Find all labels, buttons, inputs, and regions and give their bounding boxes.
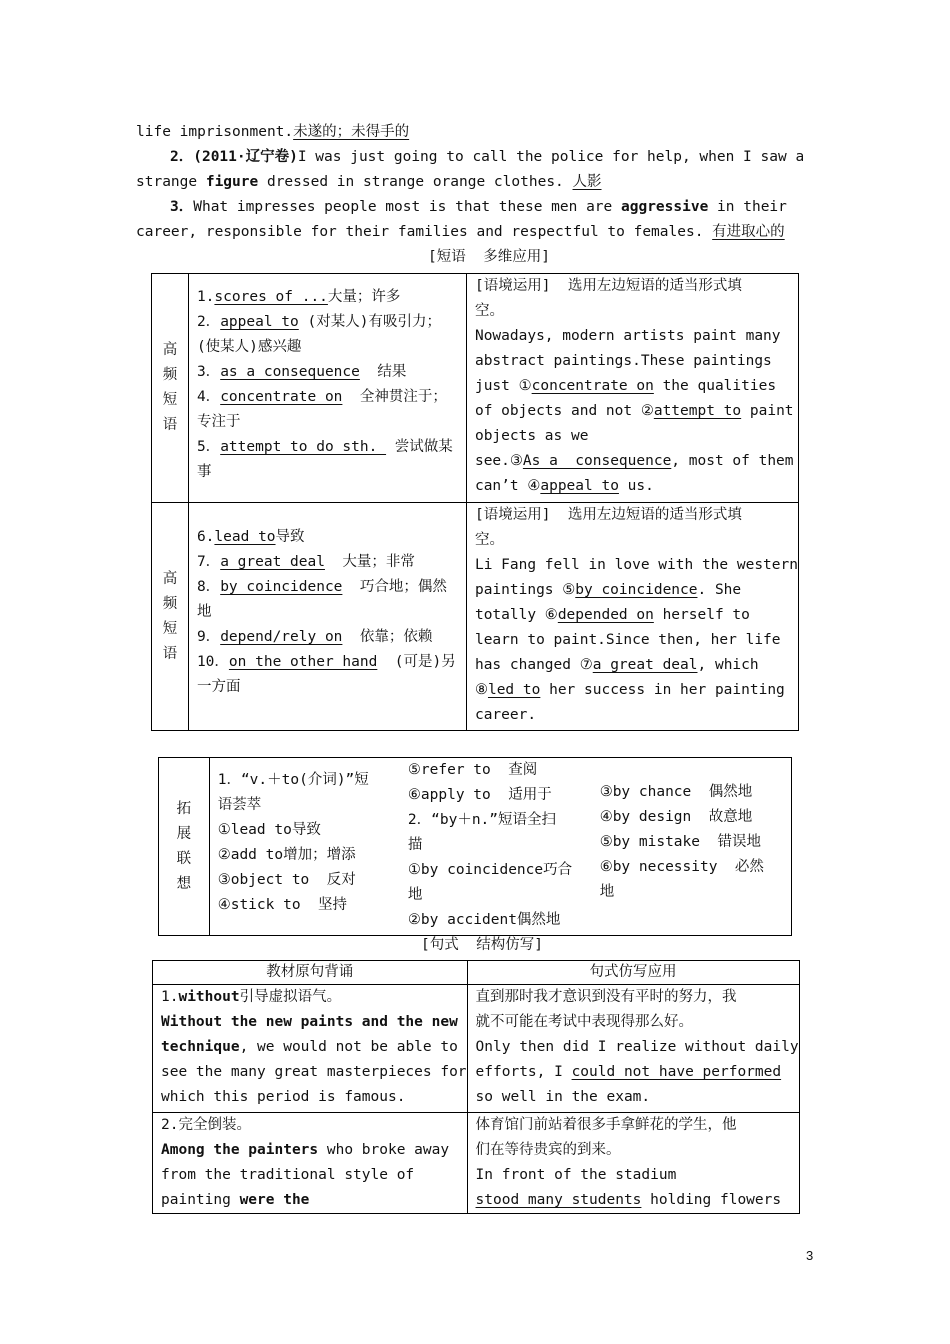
expand-line: ④by design 故意地	[599, 809, 753, 825]
sentence-line: 1.without引导虚拟语气。	[161, 989, 342, 1005]
phrase-item: 5．attempt to do sth. 尝试做某	[196, 439, 453, 455]
sentence-line: 体育馆门前站着很多手拿鲜花的学生，他	[475, 1117, 737, 1133]
sentence-line: Without the new paints and the new	[161, 1014, 458, 1030]
context-line: of objects and not ②attempt to paint	[474, 403, 794, 419]
sentence-line: 直到那时我才意识到没有平时的努力，我	[475, 989, 737, 1005]
expand-line: ④stick to 坚持	[217, 897, 348, 913]
expand-line: 地	[599, 884, 615, 900]
expand-line: ①lead to导致	[217, 822, 321, 838]
sentence-line: In front of the stadium	[475, 1167, 677, 1183]
phrase-row-1	[152, 274, 799, 503]
context-line: Li Fang fell in love with the western	[474, 557, 798, 573]
phrase-item-cont: 一方面	[196, 679, 241, 695]
context-line: Nowadays, modern artists paint many	[474, 328, 781, 344]
sentence-table	[152, 960, 800, 1214]
sentence-row-2-right	[467, 1113, 799, 1214]
phrase-list-1	[188, 274, 466, 503]
sentence-line: 2.完全倒装。	[161, 1117, 251, 1133]
context-line: just ①concentrate on the qualities	[474, 378, 777, 394]
sentence-header-row	[153, 961, 800, 985]
sentence-row-2-left	[153, 1113, 468, 1214]
expand-col-2	[408, 758, 598, 936]
phrase-item: 2．appeal to (对某人)有吸引力；	[196, 314, 441, 330]
expand-row	[159, 758, 792, 936]
expand-line: ⑤by mistake 错误地	[599, 834, 761, 850]
expand-line: ⑤refer to 查阅	[407, 762, 538, 778]
context-line: can’t ④appeal to us.	[474, 478, 654, 494]
phrase-item: 7．a great deal 大量；非常	[196, 554, 415, 570]
sentence-line: efforts, I could not have performed	[475, 1064, 782, 1080]
context-line: ⑧led to her success in her painting	[474, 682, 785, 698]
sentence-line: which this period is famous.	[161, 1089, 406, 1105]
context-cell-2	[466, 503, 798, 731]
phrase-list-2	[188, 503, 466, 731]
phrase-row-1-label: 高 频 短 语	[152, 274, 189, 503]
expand-line: 1．“v.＋to(介词)”短	[217, 772, 369, 788]
phrase-item: 8．by coincidence 巧合地；偶然	[196, 579, 447, 595]
phrase-item: 3．as a consequence 结果	[196, 364, 407, 380]
context-line: learn to paint.Since then, her life	[474, 632, 781, 648]
intro-item-2-line-2: strange figure dressed in strange orange clothes. 人影	[136, 174, 602, 190]
expand-line: ⑥apply to 适用于	[407, 787, 552, 803]
expand-line: ③object to 反对	[217, 872, 356, 888]
phrase-item-cont: 地	[196, 604, 212, 620]
intro-item-2-line-1: 2．(2011·辽宁卷)I was just going to call the police for help, when I saw a	[170, 149, 805, 165]
context-title: [语境运用] 选用左边短语的适当形式填	[474, 507, 742, 523]
expand-line: 语荟萃	[217, 797, 262, 813]
expand-label: 拓 展 联 想	[159, 758, 210, 936]
page-number: 3	[806, 1248, 814, 1263]
sentence-row-1-right	[467, 985, 799, 1113]
sentence-line: Only then did I realize without daily	[475, 1039, 799, 1055]
expand-line: 2．“by＋n.”短语全扫	[407, 812, 557, 828]
section-phrase-title: [短语 多维应用]	[428, 249, 550, 265]
phrase-item-cont: (使某人)感兴趣	[196, 339, 302, 355]
phrase-item-cont: 事	[196, 464, 212, 480]
sentence-header-left: 教材原句背诵	[153, 961, 468, 985]
intro-item-3-line-2: career, responsible for their families and respectful to females. 有进取心的	[136, 224, 785, 240]
context-line: has changed ⑦a great deal, which	[474, 657, 759, 673]
context-line: career.	[474, 707, 537, 723]
sentence-line: stood many students holding flowers	[475, 1192, 782, 1208]
expand-table	[158, 757, 792, 936]
sentence-line: so well in the exam.	[475, 1089, 651, 1105]
phrase-item: 1.scores of ...大量；许多	[196, 289, 401, 305]
phrase-item: 4．concentrate on 全神贯注于；	[196, 389, 447, 405]
intro-item-3-line-1: 3．What impresses people most is that these men are aggressive in their	[170, 199, 787, 215]
expand-line: 地	[407, 887, 423, 903]
context-title-cont: 空。	[474, 303, 504, 319]
phrase-item-cont: 专注于	[196, 414, 241, 430]
sentence-line: Among the painters who broke away	[161, 1142, 450, 1158]
expand-line: ②add to增加；增添	[217, 847, 356, 863]
section-sentence-title: [句式 结构仿写]	[421, 937, 543, 953]
sentence-line: 就不可能在考试中表现得那么好。	[475, 1014, 694, 1030]
expand-col-3	[598, 758, 792, 936]
intro-line-1: life imprisonment.未遂的；未得手的	[136, 124, 410, 140]
expand-line: ②by accident偶然地	[407, 912, 561, 928]
phrase-row-2-label: 高 频 短 语	[152, 503, 189, 731]
sentence-row-1	[153, 985, 800, 1113]
sentence-line: technique, we would not be able to	[161, 1039, 458, 1055]
sentence-header-right: 句式仿写应用	[467, 961, 799, 985]
context-line: abstract paintings.These paintings	[474, 353, 772, 369]
expand-line: ①by coincidence巧合	[407, 862, 573, 878]
context-line: paintings ⑤by coincidence. She	[474, 582, 742, 598]
sentence-line: see the many great masterpieces for	[161, 1064, 467, 1080]
expand-line: ⑥by necessity 必然	[599, 859, 764, 875]
context-line: totally ⑥depended on herself to	[474, 607, 750, 623]
phrase-item: 9．depend/rely on 依靠；依赖	[196, 629, 433, 645]
context-title-cont: 空。	[474, 532, 504, 548]
sentence-line: painting were the	[161, 1192, 310, 1208]
sentence-row-1-left	[153, 985, 468, 1113]
sentence-row-2	[153, 1113, 800, 1214]
phrase-item: 6.lead to导致	[196, 529, 305, 545]
expand-line: 描	[407, 837, 423, 853]
phrase-row-2	[152, 503, 799, 731]
context-line: see.③As a consequence, most of them	[474, 453, 794, 469]
sentence-line: 们在等待贵宾的到来。	[475, 1142, 621, 1158]
context-cell-1	[466, 274, 798, 503]
context-title: [语境运用] 选用左边短语的适当形式填	[474, 278, 742, 294]
expand-line: ③by chance 偶然地	[599, 784, 753, 800]
phrase-table	[151, 273, 799, 731]
expand-col-1	[209, 758, 408, 936]
phrase-item: 10．on the other hand (可是)另	[196, 654, 456, 670]
sentence-line: from the traditional style of	[161, 1167, 415, 1183]
context-line: objects as we	[474, 428, 589, 444]
